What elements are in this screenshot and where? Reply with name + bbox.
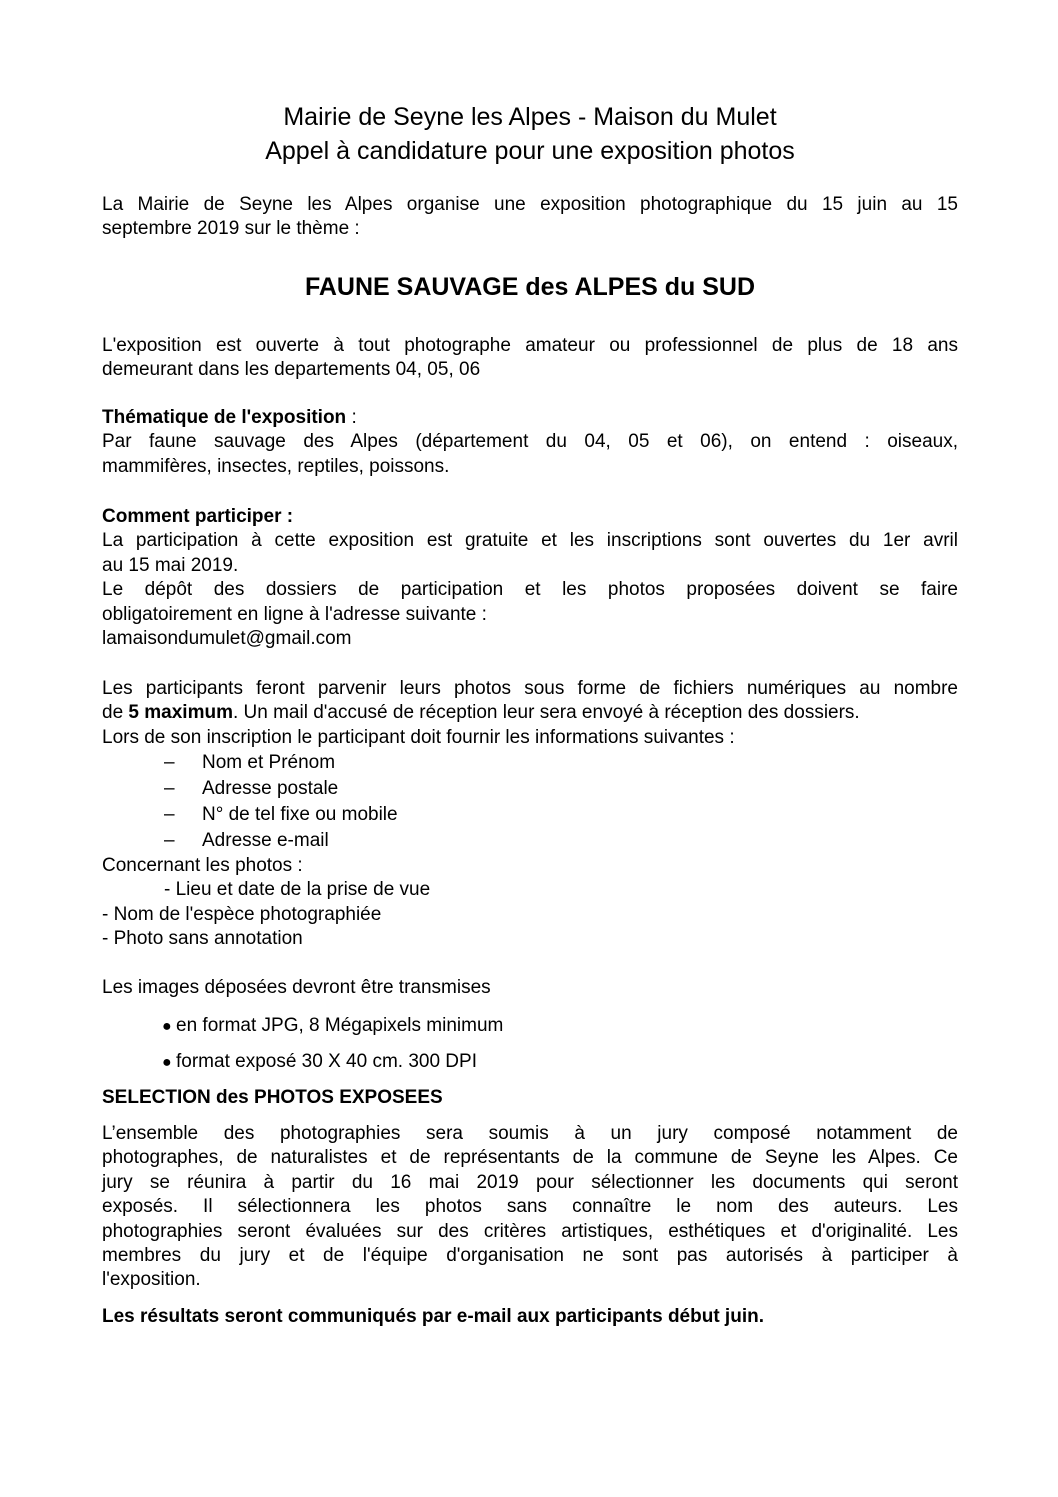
envoi-line-2-pre: de xyxy=(102,702,129,724)
selection-line: exposés. Il sélectionnera les photos sans connaître le nom des auteurs. Les xyxy=(102,1196,958,1218)
eligibility-line-2: demeurant dans les departements 04, 05, 06 xyxy=(102,359,481,381)
header-title: Mairie de Seyne les Alpes - Maison du Mulet xyxy=(283,103,777,131)
participer-heading: Comment participer : xyxy=(102,506,294,527)
format-item: ● en format JPG, 8 Mégapixels minimum xyxy=(162,1015,504,1036)
thematique-heading-suffix: : xyxy=(346,407,357,428)
envoi-line-1: Les participants feront parvenir leurs photos sous forme de fichiers numériques au nombre xyxy=(102,678,958,699)
participer-line-2: au 15 mai 2019. xyxy=(102,554,239,576)
results-statement: Les résultats seront communiqués par e-mail aux participants début juin. xyxy=(102,1306,764,1327)
envoi-line-3: Lors de son inscription le participant doit fournir les informations suivantes : xyxy=(102,726,735,748)
envoi-paragraph xyxy=(102,677,958,750)
selection-line: L’ensemble des photographies sera soumis à un jury composé notamment de xyxy=(102,1123,958,1144)
info-item: – Nom et Prénom xyxy=(164,752,336,773)
thematique-heading-line xyxy=(102,406,958,430)
info-item: – Adresse e-mail xyxy=(164,830,329,851)
participer-email: lamaisondumulet@gmail.com xyxy=(102,627,352,649)
selection-paragraph xyxy=(102,1122,958,1293)
intro-line-1: La Mairie de Seyne les Alpes organise une exposition photographique du 15 juin au 15 xyxy=(102,194,958,215)
format-intro: Les images déposées devront être transmises xyxy=(102,977,491,998)
header-subtitle: Appel à candidature pour une exposition photos xyxy=(265,137,795,165)
selection-line: l'exposition. xyxy=(102,1269,201,1291)
thematique-section xyxy=(102,406,958,479)
participer-line-1: La participation à cette exposition est gratuite et les inscriptions sont ouvertes du 1er avril xyxy=(102,530,958,552)
photos-item-2: - Nom de l'espèce photographiée xyxy=(102,904,382,925)
eligibility-paragraph xyxy=(102,334,958,383)
eligibility-line-1: L'exposition est ouverte à tout photographe amateur ou professionnel de plus de 18 ans xyxy=(102,335,958,356)
thematique-heading: Thématique de l'exposition xyxy=(102,407,347,428)
participer-line-4: obligatoirement en ligne à l'adresse suivante : xyxy=(102,603,487,625)
info-item: – Adresse postale xyxy=(164,778,339,799)
intro-line-2: septembre 2019 sur le thème : xyxy=(102,218,360,240)
thematique-line-2: mammifères, insectes, reptiles, poissons. xyxy=(102,455,450,477)
intro-paragraph xyxy=(102,193,958,242)
selection-line: membres du jury et de l'équipe d'organisation ne sont pas autorisés à participer à xyxy=(102,1244,958,1266)
selection-heading: SELECTION des PHOTOS EXPOSEES xyxy=(102,1087,443,1108)
selection-line: photographes, de naturalistes et de représentants de la commune de Seyne les Alpes. Ce xyxy=(102,1147,958,1169)
thematique-line-1: Par faune sauvage des Alpes (département du 04, 05 et 06), on entend : oiseaux, xyxy=(102,431,958,453)
info-item: – N° de tel fixe ou mobile xyxy=(164,804,398,825)
selection-line: photographies seront évaluées sur des critères artistiques, esthétiques et d'originalité. Les xyxy=(102,1220,958,1242)
envoi-line-2-post: . Un mail d'accusé de réception leur sera envoyé à réception des dossiers. xyxy=(232,702,860,724)
participer-section xyxy=(102,505,958,651)
participer-line-3: Le dépôt des dossiers de participation et les photos proposées doivent se faire xyxy=(102,579,958,601)
photos-item-1: - Lieu et date de la prise de vue xyxy=(164,879,431,900)
photos-heading: Concernant les photos : xyxy=(102,855,303,876)
format-item: ● format exposé 30 X 40 cm. 300 DPI xyxy=(162,1051,477,1072)
theme-title: FAUNE SAUVAGE des ALPES du SUD xyxy=(304,273,756,301)
envoi-line-2 xyxy=(102,701,958,725)
photos-item-3: - Photo sans annotation xyxy=(102,928,303,949)
selection-line: jury se réunira à partir du 16 mai 2019 pour sélectionner les documents qui seront xyxy=(102,1171,958,1193)
envoi-max-photos: 5 maximum xyxy=(128,702,233,724)
